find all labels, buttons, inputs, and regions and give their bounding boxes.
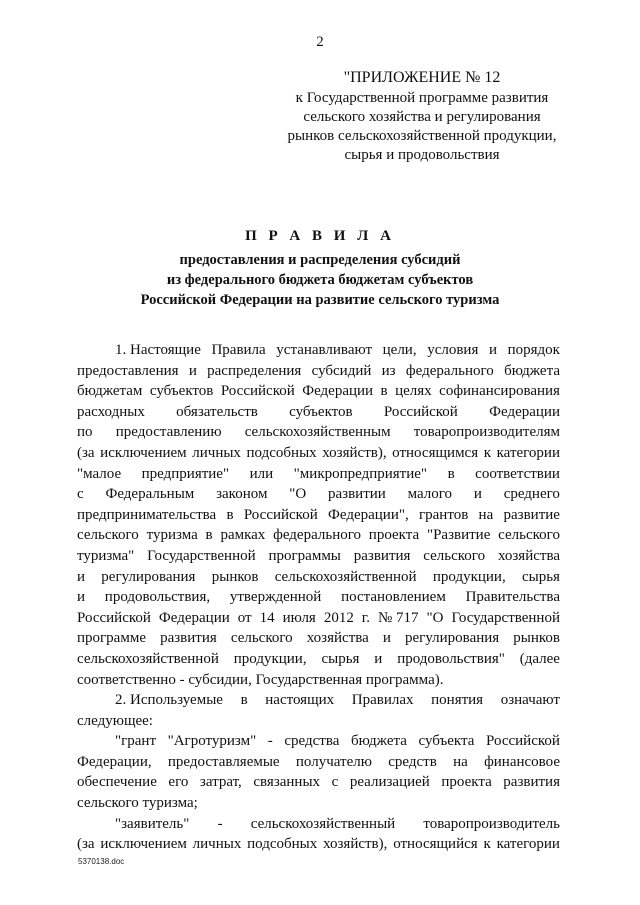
body-word: цели, bbox=[382, 342, 417, 358]
body-word: "Агротуризм" bbox=[167, 733, 257, 750]
body-word: федерального bbox=[273, 527, 361, 544]
body-word: проекта bbox=[368, 527, 420, 544]
body-word: софинансирования bbox=[439, 383, 560, 400]
body-word: соответственно - субсидии, Государственная программа). bbox=[77, 671, 444, 688]
body-word: предоставлению bbox=[115, 424, 222, 441]
body-word: категории bbox=[496, 444, 560, 461]
body-word: развитии bbox=[328, 486, 386, 503]
subtitle-line: Российской Федерации на развитие сельского туризма bbox=[140, 292, 500, 308]
body-line bbox=[77, 546, 560, 567]
body-word: проекта bbox=[441, 774, 492, 791]
body-word: распределения bbox=[207, 362, 302, 379]
body-word: его bbox=[168, 774, 189, 791]
subtitle-line: из федерального бюджета бюджетам субъектов bbox=[166, 272, 474, 288]
body-word: исключением bbox=[100, 444, 187, 461]
subtitle-line: предоставления и распределения субсидий bbox=[179, 252, 461, 268]
body-line bbox=[77, 525, 560, 546]
body-word: развитие bbox=[503, 506, 560, 523]
body-word: предоставляемые bbox=[167, 753, 280, 770]
body-word: и bbox=[374, 650, 383, 667]
body-word: малого bbox=[407, 486, 453, 503]
body-word: Федерации", bbox=[328, 506, 409, 523]
body-line bbox=[77, 752, 560, 773]
body-line bbox=[77, 772, 560, 793]
body-word: 1. Настоящие bbox=[115, 342, 201, 358]
body-word: связанных bbox=[253, 774, 321, 791]
body-word: с bbox=[331, 774, 339, 791]
body-line bbox=[77, 567, 560, 588]
body-word: затрат, bbox=[199, 774, 242, 791]
body-word: Федерации bbox=[302, 383, 374, 400]
body-word: сельского туризма; bbox=[77, 795, 198, 812]
body-line bbox=[77, 340, 560, 361]
body-line bbox=[77, 670, 560, 691]
body-word: к bbox=[483, 444, 492, 461]
body-word: настоящих bbox=[265, 692, 335, 709]
body-word: продовольствия" bbox=[397, 650, 505, 667]
body-word: бюджета bbox=[504, 362, 560, 379]
body-word: на bbox=[478, 506, 494, 523]
appendix-line: сельского хозяйства и регулирования bbox=[303, 109, 541, 125]
body-word: "заявитель" bbox=[115, 815, 190, 832]
body-word: Государственной bbox=[147, 547, 256, 564]
body-word: - bbox=[267, 733, 273, 750]
body-word: Российской bbox=[485, 733, 560, 750]
body-line bbox=[77, 793, 560, 814]
body-word: законом bbox=[216, 486, 268, 503]
body-word: и bbox=[382, 630, 391, 647]
body-word: предпринимательства bbox=[77, 506, 217, 523]
body-word: регулирования bbox=[101, 568, 196, 585]
body-word: или bbox=[249, 465, 274, 482]
body-word: товаропроизводителям bbox=[413, 424, 560, 441]
body-word: и bbox=[188, 362, 197, 379]
body-word: порядок bbox=[507, 342, 560, 358]
body-word: к bbox=[483, 836, 491, 853]
body-word: развития bbox=[503, 774, 560, 791]
body-word: (далее bbox=[519, 650, 560, 667]
body-line bbox=[77, 361, 560, 382]
body-word: хозяйства bbox=[497, 547, 560, 564]
body-word: утвержденной bbox=[229, 589, 322, 606]
body-word: на bbox=[453, 753, 468, 770]
body-word: и bbox=[77, 589, 86, 606]
body-word: Правила bbox=[211, 342, 266, 358]
body-word: туризма bbox=[146, 527, 198, 544]
body-word: категории bbox=[496, 836, 560, 853]
appendix-line: сырья и продовольствия bbox=[344, 147, 500, 163]
body-word: сырья bbox=[521, 568, 560, 585]
body-line bbox=[77, 711, 560, 732]
body-word: сельскохозяйственным bbox=[244, 424, 391, 441]
body-line bbox=[77, 608, 560, 629]
body-word: подсобных bbox=[246, 444, 317, 461]
body-word: туризма" bbox=[77, 547, 135, 564]
body-word: Правилах bbox=[351, 692, 414, 709]
body-word: Федерации bbox=[489, 403, 560, 420]
body-word: Федерации, bbox=[77, 753, 152, 770]
body-word: программы bbox=[268, 547, 341, 564]
body-word: относящийся bbox=[393, 836, 478, 853]
body-word: № 717 bbox=[378, 609, 419, 626]
body-word: июля bbox=[282, 609, 316, 626]
body-line bbox=[77, 587, 560, 608]
body-word: субъектов bbox=[289, 403, 353, 420]
body-line bbox=[77, 402, 560, 423]
body-word: в bbox=[226, 506, 234, 523]
body-line bbox=[77, 443, 560, 464]
body-word: личных bbox=[192, 836, 242, 853]
body-word: от bbox=[237, 609, 252, 626]
appendix-title: "ПРИЛОЖЕНИЕ № 12 bbox=[343, 69, 501, 86]
body-word: федерального bbox=[405, 362, 494, 379]
body-word: рамках bbox=[220, 527, 266, 544]
body-word: бюджета bbox=[350, 733, 407, 750]
body-word: и bbox=[473, 486, 482, 503]
document-subtitle bbox=[100, 250, 540, 310]
body-word: сельского bbox=[423, 547, 486, 564]
body-word: в bbox=[380, 383, 388, 400]
body-word: Федерации bbox=[158, 609, 230, 626]
body-word: "О bbox=[426, 609, 444, 626]
body-word: личных bbox=[192, 444, 241, 461]
body-line bbox=[77, 649, 560, 670]
body-word: хозяйств), bbox=[323, 836, 388, 853]
body-word: устанавливают bbox=[276, 342, 373, 358]
body-line bbox=[77, 814, 560, 835]
body-word: грантов bbox=[419, 506, 469, 523]
body-word: целях bbox=[395, 383, 432, 400]
body-word: 14 bbox=[259, 609, 275, 626]
body-word: субсидий bbox=[311, 362, 372, 379]
body-word: субъектов bbox=[149, 383, 214, 400]
body-word: Федеральным bbox=[105, 486, 195, 503]
body-word: 2. Используемые bbox=[115, 692, 223, 709]
body-word: рынков bbox=[211, 568, 259, 585]
body-word: Российской bbox=[243, 506, 318, 523]
body-word: г. bbox=[361, 609, 371, 626]
body-word: "грант bbox=[115, 733, 157, 750]
body-word: (за bbox=[77, 444, 95, 461]
body-word: сельскохозяйственный bbox=[250, 815, 396, 832]
body-line bbox=[77, 628, 560, 649]
body-word: (за bbox=[77, 836, 95, 853]
body-word: условия bbox=[427, 342, 479, 358]
body-word: финансовое bbox=[484, 753, 560, 770]
body-word: "Развитие bbox=[426, 527, 491, 544]
body-word: Российской bbox=[77, 609, 151, 626]
body-word: и bbox=[488, 342, 497, 358]
body-word: предоставления bbox=[77, 362, 179, 379]
body-word: обеспечение bbox=[77, 774, 157, 791]
body-word: субъекта bbox=[418, 733, 475, 750]
body-line bbox=[77, 381, 560, 402]
body-word: предприятие" bbox=[141, 465, 230, 482]
body-word: хозяйства bbox=[306, 630, 369, 647]
body-line bbox=[77, 505, 560, 526]
file-name-footer: 5370138.doc bbox=[78, 857, 125, 866]
body-word: программе bbox=[77, 630, 146, 647]
body-line bbox=[77, 834, 560, 855]
body-word: Государственной bbox=[451, 609, 560, 626]
body-word: продовольствия, bbox=[104, 589, 211, 606]
appendix-header bbox=[262, 66, 582, 165]
body-word: и bbox=[77, 568, 86, 585]
body-word: сельского bbox=[498, 527, 560, 544]
appendix-line: к Государственной программе развития bbox=[295, 90, 549, 106]
body-word: средств bbox=[388, 753, 437, 770]
body-line bbox=[77, 464, 560, 485]
body-word: сельского bbox=[77, 527, 139, 544]
body-word: хозяйств), bbox=[322, 444, 387, 461]
body-word: регулирования bbox=[405, 630, 500, 647]
body-word: сырья bbox=[321, 650, 360, 667]
body-word: с bbox=[77, 486, 84, 503]
body-line bbox=[77, 731, 560, 752]
body-word: понятия bbox=[431, 692, 484, 709]
body-word: продукции, bbox=[432, 568, 506, 585]
body-word: развития bbox=[353, 547, 411, 564]
body-word: Правительства bbox=[465, 589, 560, 606]
body-line bbox=[77, 690, 560, 711]
body-word: средства bbox=[284, 733, 340, 750]
body-word: расходных bbox=[77, 403, 145, 420]
body-line bbox=[77, 422, 560, 443]
body-word: относящимся bbox=[392, 444, 479, 461]
body-word: в bbox=[447, 465, 455, 482]
body-word: сельского bbox=[230, 630, 293, 647]
body-word: - bbox=[217, 815, 223, 832]
body-word: бюджетам bbox=[77, 383, 143, 400]
document-title: П Р А В И Л А bbox=[245, 228, 395, 244]
body-word: рынков bbox=[513, 630, 560, 647]
body-word: исключением bbox=[100, 836, 187, 853]
body-word: подсобных bbox=[247, 836, 318, 853]
body-word: соответствии bbox=[475, 465, 560, 482]
body-word: продукции, bbox=[233, 650, 307, 667]
body-word: сельскохозяйственной bbox=[77, 650, 219, 667]
body-word: реализацией bbox=[349, 774, 430, 791]
body-word: среднего bbox=[503, 486, 560, 503]
body-word: следующее: bbox=[77, 712, 153, 729]
body-word: развития bbox=[160, 630, 217, 647]
body-word: товаропроизводитель bbox=[423, 815, 560, 832]
appendix-line: рынков сельскохозяйственной продукции, bbox=[287, 128, 557, 144]
body-line bbox=[77, 484, 560, 505]
body-word: по bbox=[77, 424, 93, 441]
body-word: 2012 bbox=[323, 609, 354, 626]
body-word: Российской bbox=[383, 403, 458, 420]
body-word: в bbox=[240, 692, 248, 709]
body-word: обязательств bbox=[176, 403, 258, 420]
body-word: из bbox=[381, 362, 396, 379]
body-word: "О bbox=[289, 486, 307, 503]
document-body bbox=[77, 340, 560, 855]
body-word: сельскохозяйственной bbox=[274, 568, 417, 585]
body-word: означают bbox=[500, 692, 560, 709]
body-word: получателю bbox=[295, 753, 372, 770]
body-word: "малое bbox=[77, 465, 122, 482]
body-word: "микропредприятие" bbox=[293, 465, 428, 482]
body-word: Российской bbox=[220, 383, 295, 400]
body-word: постановлением bbox=[341, 589, 446, 606]
body-word: в bbox=[205, 527, 213, 544]
page-number: 2 bbox=[316, 34, 324, 50]
